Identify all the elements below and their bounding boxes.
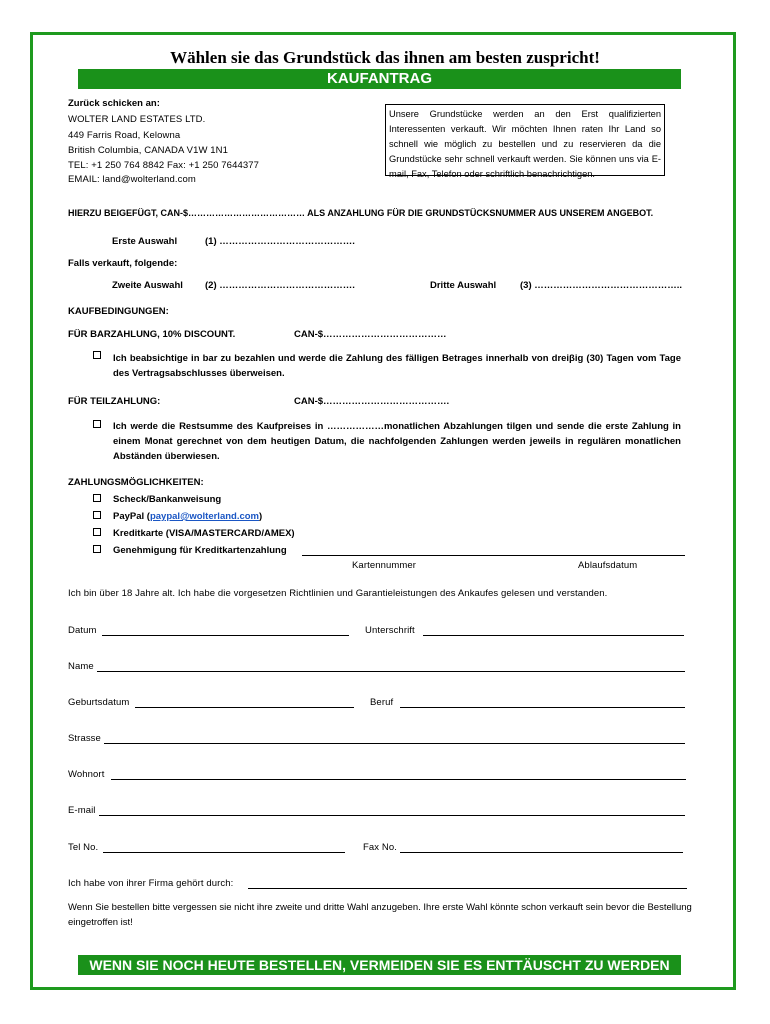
heard-label: Ich habe von ihrer Firma gehört durch: [68, 878, 234, 889]
paypal-option [113, 511, 262, 522]
occupation-field[interactable] [400, 707, 685, 708]
card-number-caption: Kartennummer [352, 560, 417, 571]
if-sold-label: Falls verkauft, folgende: [68, 258, 178, 269]
second-choice-label: Zweite Auswahl [112, 280, 183, 291]
date-label: Datum [68, 625, 97, 636]
reminder-text: Wenn Sie bestellen bitte vergessen sie nicht ihre zweite und dritte Wahl anzugeben. Ihre erste Wahl könnte schon verkauft sein bevor die Bestellung eingetroffen ist! [68, 902, 692, 928]
company-region: British Columbia, CANADA V1W 1N1 [68, 145, 229, 156]
partial-text: Ich werde die Restsumme des Kaufpreises in ………………monatlichen Abzahlungen tilgen und sende die erste Zahlung in einem Monat gerechnet von dem heutigen Datum, die nachfolgenden Zahlungen werden jeweils in regulären monatlichen Abständen überwiesen. [113, 421, 681, 462]
headline: Wählen sie das Grundstück das ihnen am besten zuspricht! [170, 48, 600, 67]
card-option: Kreditkarte (VISA/MASTERCARD/AMEX) [113, 528, 295, 539]
signature-label: Unterschrift [365, 625, 415, 636]
third-choice-field[interactable]: (3) ……………………………………….. [520, 280, 683, 291]
cash-label: FÜR BARZAHLUNG, 10% DISCOUNT. [68, 329, 236, 340]
second-choice-field[interactable]: (2) ……………………………………. [205, 280, 355, 291]
form-title-banner: KAUFANTRAG [78, 69, 681, 89]
auth-checkbox[interactable] [93, 545, 101, 553]
birthdate-label: Geburtsdatum [68, 697, 130, 708]
email-field[interactable] [99, 815, 685, 816]
cash-checkbox[interactable] [93, 351, 101, 359]
footer-banner: WENN SIE NOCH HEUTE BESTELLEN, VERMEIDEN SIE ES ENTTÄUSCHT ZU WERDEN [78, 955, 681, 975]
company-phone: TEL: +1 250 764 8842 Fax: +1 250 7644377 [68, 160, 259, 171]
fax-label: Fax No. [363, 842, 397, 853]
first-choice-field[interactable]: (1) ……………………………………. [205, 236, 355, 247]
street-field[interactable] [104, 743, 685, 744]
company-street: 449 Farris Road, Kelowna [68, 130, 181, 141]
street-label: Strasse [68, 733, 101, 744]
city-field[interactable] [111, 779, 686, 780]
paypal-prefix: PayPal ( [113, 511, 150, 522]
company-name: WOLTER LAND ESTATES LTD. [68, 114, 206, 125]
partial-label: FÜR TEILZAHLUNG: [68, 396, 161, 407]
tel-field[interactable] [103, 852, 345, 853]
paypal-checkbox[interactable] [93, 511, 101, 519]
check-checkbox[interactable] [93, 494, 101, 502]
deposit-line[interactable]: HIERZU BEIGEFÜGT, CAN-$………………………………… ALS ANZAHLUNG FÜR DIE GRUNDSTÜCKSNUMMER AUS UNSEREM ANGEBOT. [68, 208, 654, 218]
cash-text: Ich beabsichtige in bar zu bezahlen und werde die Zahlung des fälligen Betrages innerhalb von dreiβig (30) Tagen vom Tage des Vertragsabschlusses überweisen. [113, 353, 681, 379]
cash-amount-field[interactable]: CAN-$………………………………… [294, 329, 447, 340]
check-option: Scheck/Bankanweisung [113, 494, 222, 505]
partial-amount-field[interactable]: CAN-$…………………………………. [294, 396, 450, 407]
info-box: Unsere Grundstücke werden an den Erst qualifizierten Interessenten verkauft. Wir möchten Ihnen raten Ihr Land so schnell wie möglich zu bestellen und zu reservieren da die Grundstücke sehr schnell verkauft werden. Sie können uns via E-mail, Fax, Telefon oder schriftlich benachrichtigen. [385, 104, 665, 176]
third-choice-label: Dritte Auswahl [430, 280, 497, 291]
paypal-link[interactable]: paypal@wolterland.com [149, 511, 260, 522]
city-label: Wohnort [68, 769, 105, 780]
heard-field[interactable] [248, 888, 687, 889]
return-heading: Zurück schicken an: [68, 98, 160, 109]
auth-option: Genehmigung für Kreditkartenzahlung [113, 545, 287, 556]
signature-field[interactable] [423, 635, 684, 636]
terms-heading: KAUFBEDINGUNGEN: [68, 306, 169, 317]
email-label: E-mail [68, 805, 96, 816]
first-choice-label: Erste Auswahl [112, 236, 178, 247]
card-checkbox[interactable] [93, 528, 101, 536]
payment-heading: ZAHLUNGSMÖGLICHKEITEN: [68, 477, 204, 488]
name-label: Name [68, 661, 94, 672]
partial-checkbox[interactable] [93, 420, 101, 428]
birthdate-field[interactable] [135, 707, 354, 708]
tel-label: Tel No. [68, 842, 99, 853]
occupation-label: Beruf [370, 697, 394, 708]
paypal-suffix: ) [259, 511, 263, 522]
declaration: Ich bin über 18 Jahre alt. Ich habe die vorgesetzen Richtlinien und Garantieleistungen des Ankaufes gelesen und verstanden. [68, 588, 608, 599]
fax-field[interactable] [400, 852, 683, 853]
card-number-line[interactable] [302, 555, 685, 556]
company-email: EMAIL: land@wolterland.com [68, 174, 196, 185]
name-field[interactable] [97, 671, 685, 672]
expiry-caption: Ablaufsdatum [578, 560, 638, 571]
date-field[interactable] [102, 635, 349, 636]
